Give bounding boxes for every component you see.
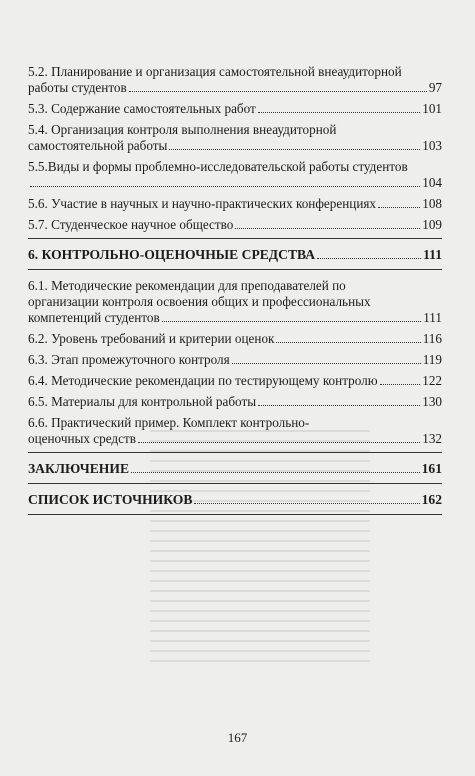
toc-entry-5-5 bbox=[28, 159, 442, 191]
toc-entry-text: 5.2. Планирование и организация самостоятельной внеаудиторной bbox=[28, 64, 402, 79]
toc-page-number: 108 bbox=[422, 196, 442, 211]
toc-entry-6-5 bbox=[28, 394, 442, 410]
divider bbox=[28, 269, 442, 270]
toc-entry-text: компетенций студентов bbox=[28, 310, 160, 325]
leader-dots bbox=[235, 228, 420, 229]
toc-entry-text: самостоятельной работы bbox=[28, 138, 168, 153]
toc-page-number: 104 bbox=[422, 175, 442, 190]
toc-entry-text: 6.4. Методические рекомендации по тестирующему контролю bbox=[28, 373, 378, 388]
toc-entry-6-4 bbox=[28, 373, 442, 389]
table-of-contents bbox=[28, 64, 442, 523]
toc-page-number: 109 bbox=[422, 217, 442, 232]
toc-entry-text: 5.7. Студенческое научное общество bbox=[28, 217, 234, 232]
toc-conclusion bbox=[28, 461, 442, 477]
toc-entry-6-2 bbox=[28, 331, 442, 347]
toc-page-number: 119 bbox=[422, 352, 442, 367]
leader-dots bbox=[258, 112, 420, 113]
divider bbox=[28, 483, 442, 484]
leader-dots bbox=[378, 207, 420, 208]
toc-chapter-6 bbox=[28, 247, 442, 263]
toc-page-number: 161 bbox=[421, 461, 442, 476]
toc-entry-5-6 bbox=[28, 196, 442, 212]
toc-page-number: 111 bbox=[423, 247, 442, 262]
toc-entry-text: оценочных средств bbox=[28, 431, 136, 446]
chapter-title: ЗАКЛЮЧЕНИЕ bbox=[28, 461, 130, 476]
toc-page-number: 111 bbox=[423, 310, 442, 325]
toc-entry-text: 6.3. Этап промежуточного контроля bbox=[28, 352, 230, 367]
toc-page-number: 101 bbox=[422, 101, 442, 116]
leader-dots bbox=[317, 258, 421, 259]
toc-entry-text: работы студентов bbox=[28, 80, 127, 95]
toc-entry-text: 6.5. Материалы для контрольной работы bbox=[28, 394, 257, 409]
chapter-title: СПИСОК ИСТОЧНИКОВ bbox=[28, 492, 193, 507]
leader-dots bbox=[30, 186, 420, 187]
toc-entry-6-3 bbox=[28, 352, 442, 368]
toc-entry-text: 5.3. Содержание самостоятельных работ bbox=[28, 101, 256, 116]
toc-page-number: 132 bbox=[422, 431, 442, 446]
toc-entry-text: 6.6. Практический пример. Комплект контрольно- bbox=[28, 415, 310, 430]
leader-dots bbox=[129, 91, 427, 92]
toc-entry-text: организации контроля освоения общих и профессиональных bbox=[28, 294, 371, 309]
leader-dots bbox=[169, 149, 420, 150]
page-number: 167 bbox=[227, 730, 248, 745]
toc-entry-text: 6.1. Методические рекомендации для преподавателей по bbox=[28, 278, 346, 293]
leader-dots bbox=[258, 405, 420, 406]
leader-dots bbox=[138, 442, 420, 443]
leader-dots bbox=[194, 503, 419, 504]
toc-entry-5-2 bbox=[28, 64, 442, 96]
chapter-title: 6. КОНТРОЛЬНО-ОЦЕНОЧНЫЕ СРЕДСТВА bbox=[28, 247, 316, 262]
toc-page-number: 103 bbox=[422, 138, 442, 153]
toc-page-number: 130 bbox=[422, 394, 442, 409]
toc-entry-5-3 bbox=[28, 101, 442, 117]
leader-dots bbox=[232, 363, 421, 364]
divider bbox=[28, 514, 442, 515]
toc-page-number: 162 bbox=[421, 492, 442, 507]
divider bbox=[28, 238, 442, 239]
leader-dots bbox=[131, 472, 420, 473]
leader-dots bbox=[162, 321, 421, 322]
divider bbox=[28, 452, 442, 453]
toc-entry-5-7 bbox=[28, 217, 442, 233]
toc-entry-text: 5.4. Организация контроля выполнения внеаудиторной bbox=[28, 122, 337, 137]
toc-page-number: 122 bbox=[422, 373, 442, 388]
toc-entry-5-4 bbox=[28, 122, 442, 154]
toc-entry-6-1 bbox=[28, 278, 442, 326]
leader-dots bbox=[276, 342, 420, 343]
toc-entry-text: 5.6. Участие в научных и научно-практических конференциях bbox=[28, 196, 377, 211]
toc-entry-6-6 bbox=[28, 415, 442, 447]
toc-entry-text: 6.2. Уровень требований и критерии оценок bbox=[28, 331, 275, 346]
leader-dots bbox=[380, 384, 421, 385]
toc-entry-text: 5.5.Виды и формы проблемно-исследовательской работы студентов bbox=[28, 159, 408, 174]
toc-page-number: 116 bbox=[422, 331, 442, 346]
toc-page-number: 97 bbox=[428, 80, 442, 95]
toc-sources bbox=[28, 492, 442, 508]
